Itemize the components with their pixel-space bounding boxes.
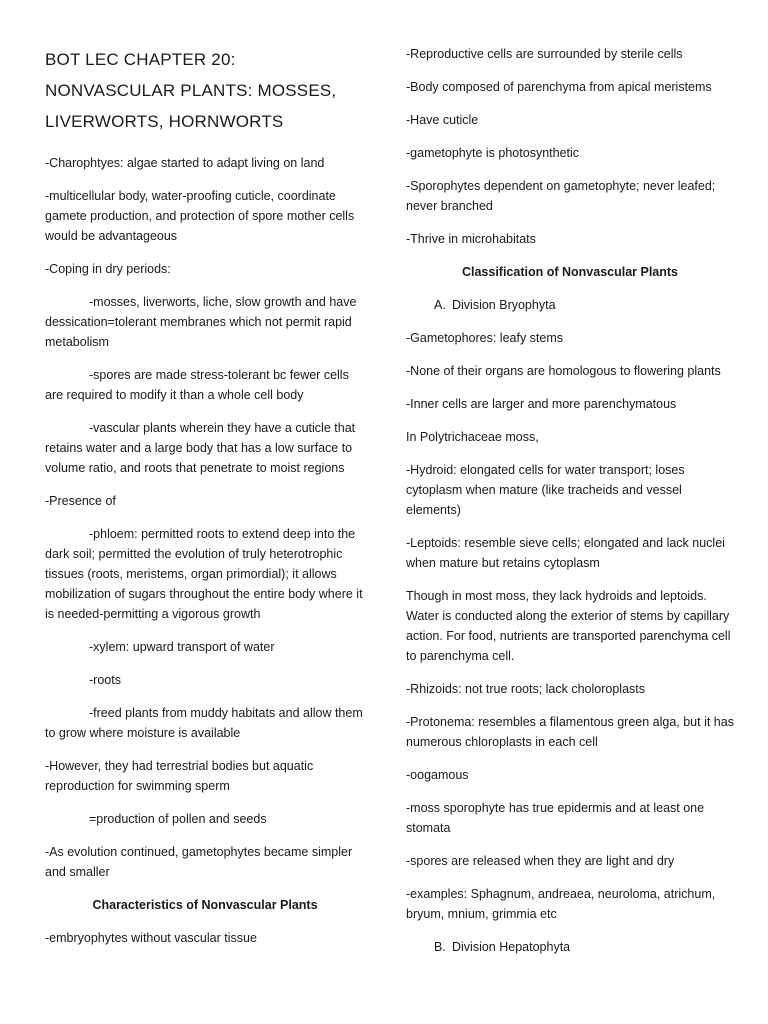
section-heading: Classification of Nonvascular Plants (461, 265, 679, 279)
paragraph: -Inner cells are larger and more parenchymatous (406, 397, 677, 411)
left-column (45, 44, 365, 961)
paragraph: -freed plants from muddy habitats and allow them to grow where moisture is available (45, 706, 363, 740)
paragraph: -examples: Sphagnum, andreaea, neuroloma, atrichum, bryum, mnium, grimmia etc (406, 887, 716, 921)
paragraph: =production of pollen and seeds (89, 812, 267, 826)
list-item (406, 295, 734, 315)
list-item-label: B. (434, 940, 446, 954)
section-heading: Characteristics of Nonvascular Plants (92, 898, 318, 912)
paragraph: -roots (89, 673, 121, 687)
right-column-body (406, 44, 734, 957)
paragraph: -Gametophores: leafy stems (406, 331, 564, 345)
list-item-text: Division Hepatophyta (452, 940, 571, 954)
paragraph: -Reproductive cells are surrounded by sterile cells (406, 47, 683, 61)
paragraph: -xylem: upward transport of water (89, 640, 275, 654)
paragraph: -Thrive in microhabitats (406, 232, 536, 246)
left-column-body (45, 153, 365, 948)
paragraph: -vascular plants wherein they have a cuticle that retains water and a large body that has a low surface to volume ratio, and roots that penetrate to moist regions (45, 421, 356, 475)
paragraph: -oogamous (406, 768, 469, 782)
paragraph: -embryophytes without vascular tissue (45, 931, 257, 945)
paragraph: Though in most moss, they lack hydroids and leptoids. Water is conducted along the exterior of stems by capillary action. For food, nutrients are transported parenchyma cell to parenchyma cell. (406, 589, 731, 663)
paragraph: -Body composed of parenchyma from apical meristems (406, 80, 712, 94)
paragraph: -gametophyte is photosynthetic (406, 146, 580, 160)
list-item-text: Division Bryophyta (452, 298, 556, 312)
paragraph: -spores are released when they are light and dry (406, 854, 675, 868)
list-item (406, 937, 734, 957)
paragraph: -Protonema: resembles a filamentous green alga, but it has numerous chloroplasts in each cell (406, 715, 734, 749)
list-item-label: A. (434, 298, 446, 312)
paragraph: -moss sporophyte has true epidermis and at least one stomata (406, 801, 705, 835)
paragraph: -Presence of (45, 494, 116, 508)
paragraph: -Have cuticle (406, 113, 479, 127)
paragraph: -Charophtyes: algae started to adapt living on land (45, 156, 325, 170)
document-title: BOT LEC CHAPTER 20: NONVASCULAR PLANTS: MOSSES, LIVERWORTS, HORNWORTS (45, 50, 337, 131)
right-column (406, 44, 734, 970)
paragraph: -None of their organs are homologous to flowering plants (406, 364, 721, 378)
paragraph: -However, they had terrestrial bodies but aquatic reproduction for swimming sperm (45, 759, 314, 793)
paragraph: -Rhizoids: not true roots; lack choloroplasts (406, 682, 645, 696)
paragraph: -phloem: permitted roots to extend deep into the dark soil; permitted the evolution of truly heterotrophic tissues (roots, meristems, organ primordial); it allows mobilization of sugars throughout the entire body where it is needed-permitting a vigorous growth (45, 527, 363, 621)
paragraph: -Leptoids: resemble sieve cells; elongated and lack nuclei when mature but retains cytoplasm (406, 536, 725, 570)
paragraph: -Hydroid: elongated cells for water transport; loses cytoplasm when mature (like tracheids and vessel elements) (406, 463, 685, 517)
paragraph: -spores are made stress-tolerant bc fewer cells are required to modify it than a whole cell body (45, 368, 349, 402)
paragraph: -Sporophytes dependent on gametophyte; never leafed; never branched (406, 179, 716, 213)
paragraph: -mosses, liverworts, liche, slow growth and have dessication=tolerant membranes which not permit rapid metabolism (45, 295, 357, 349)
paragraph: -As evolution continued, gametophytes became simpler and smaller (45, 845, 353, 879)
paragraph: -Coping in dry periods: (45, 262, 171, 276)
paragraph: In Polytrichaceae moss, (406, 430, 539, 444)
paragraph: -multicellular body, water-proofing cuticle, coordinate gamete production, and protection of spore mother cells would be advantageous (45, 189, 355, 243)
